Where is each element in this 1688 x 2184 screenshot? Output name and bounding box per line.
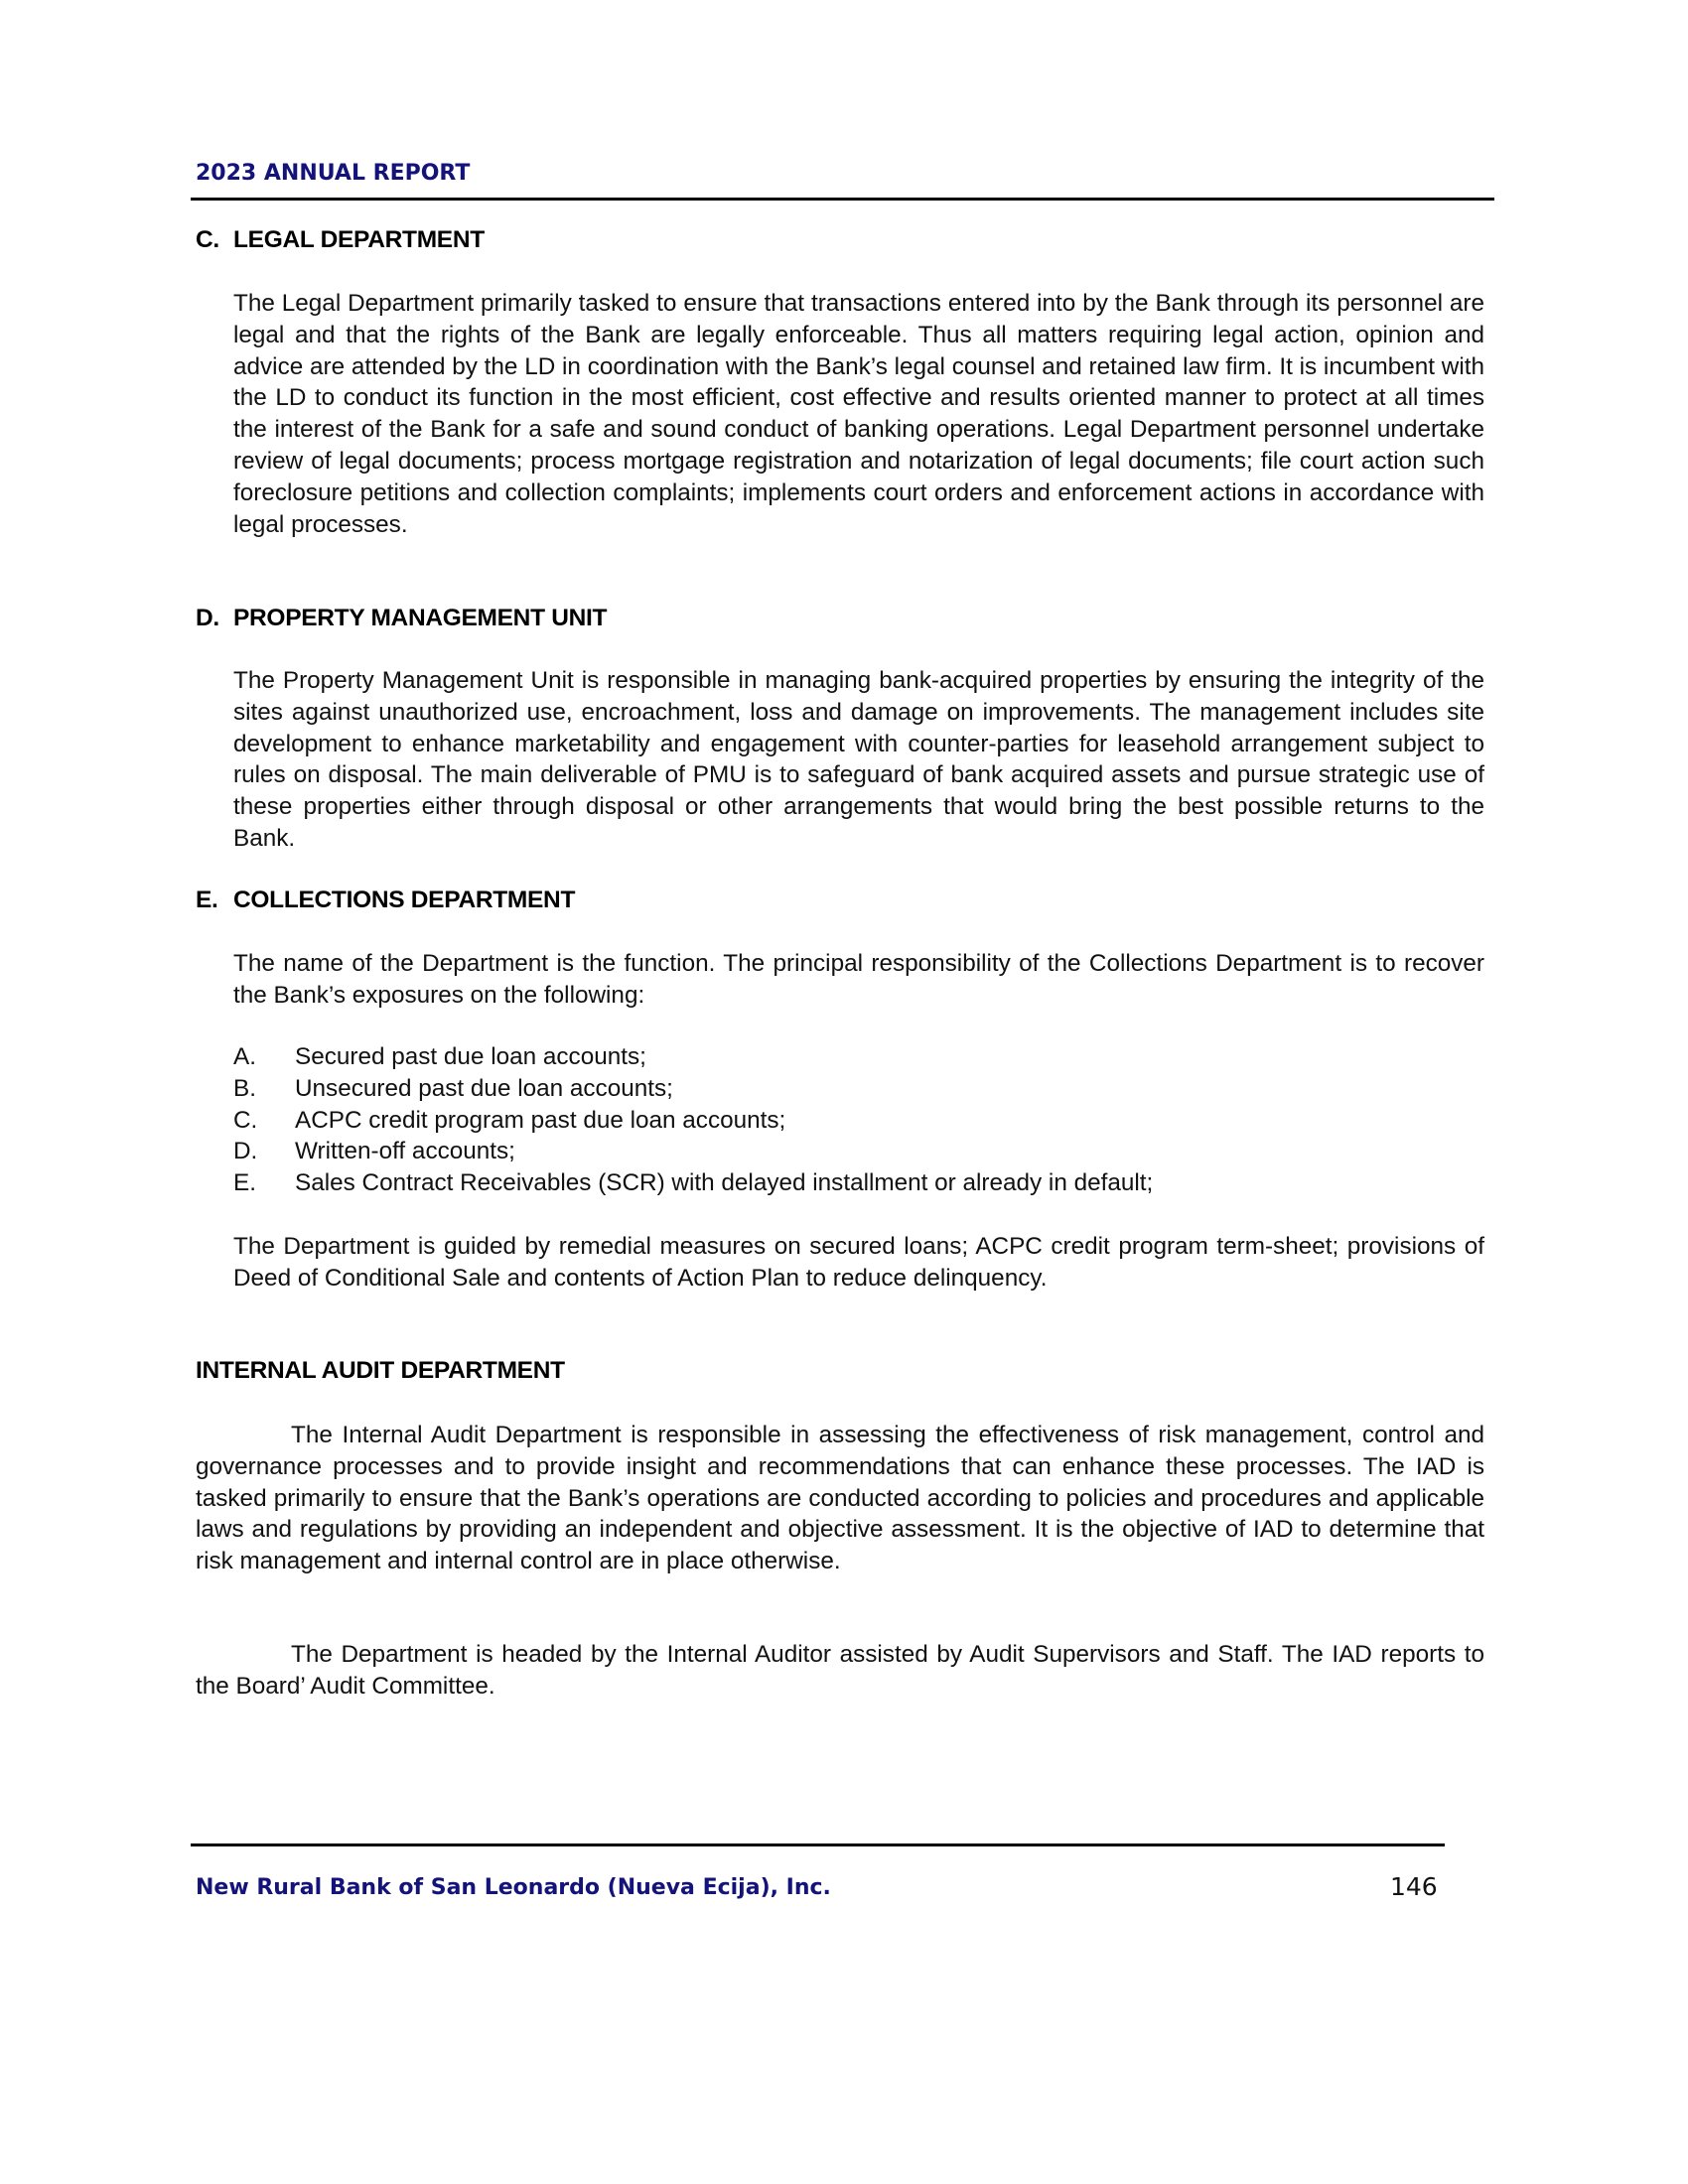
collections-intro: The name of the Department is the function. The principal responsibility of the Collections Department is to recover the Bank’s exposures on the following: <box>233 950 1484 1009</box>
section-heading-internal-audit <box>196 1357 565 1385</box>
list-marker: A. <box>233 1043 256 1070</box>
internal-audit-paragraph-2 <box>196 1639 1484 1703</box>
list-item-text: Sales Contract Receivables (SCR) with delayed installment or already in default; <box>295 1169 1154 1197</box>
legal-paragraph: The Legal Department primarily tasked to ensure that transactions entered into by the Bank through its personnel are legal and that the rights of the Bank are legally enforceable. Thus all matters requiring legal action, opinion and advice are attended by the LD in coordination with the Bank’s legal counsel and retained law firm. It is incumbent with the LD to conduct its function in the most efficient, cost effective and results oriented manner to protect at all times the interest of the Bank for a safe and sound conduct of banking operations. Legal Department personnel undertake review of legal documents; process mortgage registration and notarization of legal documents; file court action such foreclosure petitions and collection complaints; implements court orders and enforcement actions in accordance with legal processes. <box>233 290 1484 538</box>
internal-audit-paragraph-1 <box>196 1420 1484 1577</box>
list-item <box>233 1041 1484 1073</box>
internal-audit-paragraph-1-text: The Internal Audit Department is responsible in assessing the effectiveness of risk management, control and governance processes and to provide insight and recommendations that can enhance these processes. The IAD is tasked primarily to ensure that the Bank’s operations are conducted according to policies and procedures and applicable laws and regulations by providing an independent and objective assessment. It is the objective of IAD to determine that risk management and internal control are in place otherwise. <box>196 1422 1484 1575</box>
list-marker: B. <box>233 1074 256 1102</box>
list-marker: D. <box>233 1138 258 1165</box>
page-number: 146 <box>1390 1872 1438 1901</box>
section-title: INTERNAL AUDIT DEPARTMENT <box>196 1357 565 1384</box>
section-title: COLLECTIONS DEPARTMENT <box>233 887 576 913</box>
section-letter: C. <box>196 226 219 253</box>
section-heading-legal <box>196 226 485 254</box>
list-item <box>233 1105 1484 1137</box>
list-item <box>233 1136 1484 1167</box>
section-title: PROPERTY MANAGEMENT UNIT <box>233 605 608 631</box>
list-item-text: Written-off accounts; <box>295 1138 515 1165</box>
list-item-text: Secured past due loan accounts; <box>295 1043 646 1070</box>
list-item <box>233 1167 1484 1199</box>
list-item <box>233 1073 1484 1105</box>
pmu-paragraph: The Property Management Unit is responsible in managing bank-acquired properties by ensuring the integrity of the sites against unauthorized use, encroachment, loss and damage on improvements. The management includes site development to enhance marketability and engagement with counter-parties for leasehold arrangement subject to rules on disposal. The main deliverable of PMU is to safeguard of bank acquired assets and pursue strategic use of these properties either through disposal or other arrangements that would bring the best possible returns to the Bank. <box>233 667 1484 852</box>
running-header-title: 2023 ANNUAL REPORT <box>196 161 471 186</box>
section-heading-pmu <box>196 605 607 632</box>
header-rule <box>191 198 1494 201</box>
footer-rule <box>191 1843 1445 1846</box>
list-item-text: ACPC credit program past due loan accounts; <box>295 1106 786 1134</box>
section-letter: E. <box>196 887 218 913</box>
footer-organization-name: New Rural Bank of San Leonardo (Nueva Ecija), Inc. <box>196 1875 831 1900</box>
list-marker: E. <box>233 1169 256 1197</box>
collections-exposure-list <box>233 1041 1484 1199</box>
list-marker: C. <box>233 1106 258 1134</box>
section-heading-collections <box>196 887 575 914</box>
collections-closing-paragraph: The Department is guided by remedial measures on secured loans; ACPC credit program term-sheet; provisions of Deed of Conditional Sale and contents of Action Plan to reduce delinquency. <box>233 1233 1484 1292</box>
internal-audit-paragraph-2-text: The Department is headed by the Internal Auditor assisted by Audit Supervisors and Staff. The IAD reports to the Board’ Audit Committee. <box>196 1641 1484 1700</box>
section-title: LEGAL DEPARTMENT <box>233 226 485 253</box>
section-letter: D. <box>196 605 219 631</box>
list-item-text: Unsecured past due loan accounts; <box>295 1074 673 1102</box>
